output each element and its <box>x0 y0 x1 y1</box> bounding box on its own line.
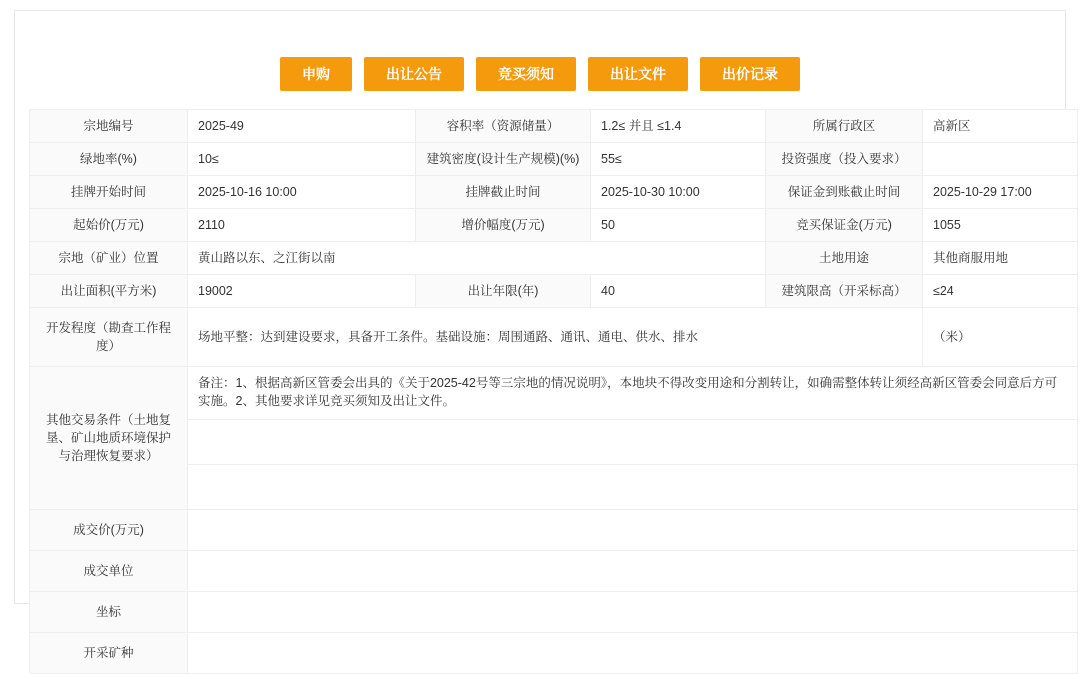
label-parcel-location: 宗地（矿业）位置 <box>30 242 188 275</box>
value-transfer-area: 19002 <box>188 275 416 308</box>
label-bid-deposit: 竞买保证金(万元) <box>766 209 923 242</box>
value-height-limit: ≤24 <box>923 275 1078 308</box>
table-row <box>30 242 1078 275</box>
label-other-terms: 其他交易条件（土地复垦、矿山地质环境保护与治理恢复要求） <box>30 367 188 510</box>
label-transfer-area: 出让面积(平方米) <box>30 275 188 308</box>
label-deal-price: 成交价(万元) <box>30 510 188 551</box>
transfer-announcement-button[interactable]: 出让公告 <box>364 57 464 91</box>
transfer-document-button[interactable]: 出让文件 <box>588 57 688 91</box>
label-increment: 增价幅度(万元) <box>416 209 591 242</box>
table-row <box>30 367 1078 420</box>
table-row <box>30 209 1078 242</box>
label-listing-start-time: 挂牌开始时间 <box>30 176 188 209</box>
table-row <box>30 143 1078 176</box>
label-listing-end-time: 挂牌截止时间 <box>416 176 591 209</box>
value-other-terms-filler-2 <box>188 465 1078 510</box>
table-row <box>30 465 1078 510</box>
table-row <box>30 420 1078 465</box>
label-height-limit: 建筑限高（开采标高） <box>766 275 923 308</box>
value-coordinates <box>188 592 1078 633</box>
label-land-use: 土地用途 <box>766 242 923 275</box>
value-development-degree: 场地平整：达到建设要求，具备开工条件。基础设施：周围通路、通讯、通电、供水、排水 <box>188 308 923 367</box>
label-building-density: 建筑密度(设计生产规模)(%) <box>416 143 591 176</box>
value-transfer-years: 40 <box>591 275 766 308</box>
value-deal-price <box>188 510 1078 551</box>
table-row <box>30 275 1078 308</box>
table-row <box>30 176 1078 209</box>
label-mineral-type: 开采矿种 <box>30 633 188 674</box>
label-plot-ratio: 容积率（资源储量） <box>416 110 591 143</box>
table-row <box>30 633 1078 674</box>
value-listing-start-time: 2025-10-16 10:00 <box>188 176 416 209</box>
label-deposit-deadline: 保证金到账截止时间 <box>766 176 923 209</box>
label-start-price: 起始价(万元) <box>30 209 188 242</box>
value-mineral-type <box>188 633 1078 674</box>
value-plot-ratio: 1.2≤ 并且 ≤1.4 <box>591 110 766 143</box>
label-investment-intensity: 投资强度（投入要求） <box>766 143 923 176</box>
value-other-terms-filler-1 <box>188 420 1078 465</box>
value-district: 高新区 <box>923 110 1078 143</box>
value-deposit-deadline: 2025-10-29 17:00 <box>923 176 1078 209</box>
value-land-use: 其他商服用地 <box>923 242 1078 275</box>
value-start-price: 2110 <box>188 209 416 242</box>
label-green-rate: 绿地率(%) <box>30 143 188 176</box>
table-row <box>30 551 1078 592</box>
label-coordinates: 坐标 <box>30 592 188 633</box>
value-development-unit: （米） <box>923 308 1078 367</box>
label-development-degree: 开发程度（勘查工作程度） <box>30 308 188 367</box>
content-frame <box>14 10 1066 660</box>
label-district: 所属行政区 <box>766 110 923 143</box>
table-row <box>30 592 1078 633</box>
label-parcel-number: 宗地编号 <box>30 110 188 143</box>
table-row <box>30 308 1078 367</box>
label-deal-unit: 成交单位 <box>30 551 188 592</box>
value-listing-end-time: 2025-10-30 10:00 <box>591 176 766 209</box>
value-parcel-number: 2025-49 <box>188 110 416 143</box>
value-green-rate: 10≤ <box>188 143 416 176</box>
label-transfer-years: 出让年限(年) <box>416 275 591 308</box>
value-other-terms: 备注：1、根据高新区管委会出具的《关于2025-42号等三宗地的情况说明》，本地块不得改变用途和分割转让，如确需整体转让须经高新区管委会同意后方可实施。2、其他要求详见竞买须知及出让文件。 <box>188 367 1078 420</box>
value-building-density: 55≤ <box>591 143 766 176</box>
bidding-notice-button[interactable]: 竞买须知 <box>476 57 576 91</box>
value-increment: 50 <box>591 209 766 242</box>
table-row <box>30 510 1078 551</box>
bid-record-button[interactable]: 出价记录 <box>700 57 800 91</box>
table-row <box>30 110 1078 143</box>
action-toolbar <box>29 11 1051 109</box>
value-bid-deposit: 1055 <box>923 209 1078 242</box>
value-deal-unit <box>188 551 1078 592</box>
value-investment-intensity <box>923 143 1078 176</box>
land-parcel-info-table <box>29 109 1078 674</box>
value-parcel-location: 黄山路以东、之江街以南 <box>188 242 766 275</box>
apply-button[interactable]: 申购 <box>280 57 352 91</box>
